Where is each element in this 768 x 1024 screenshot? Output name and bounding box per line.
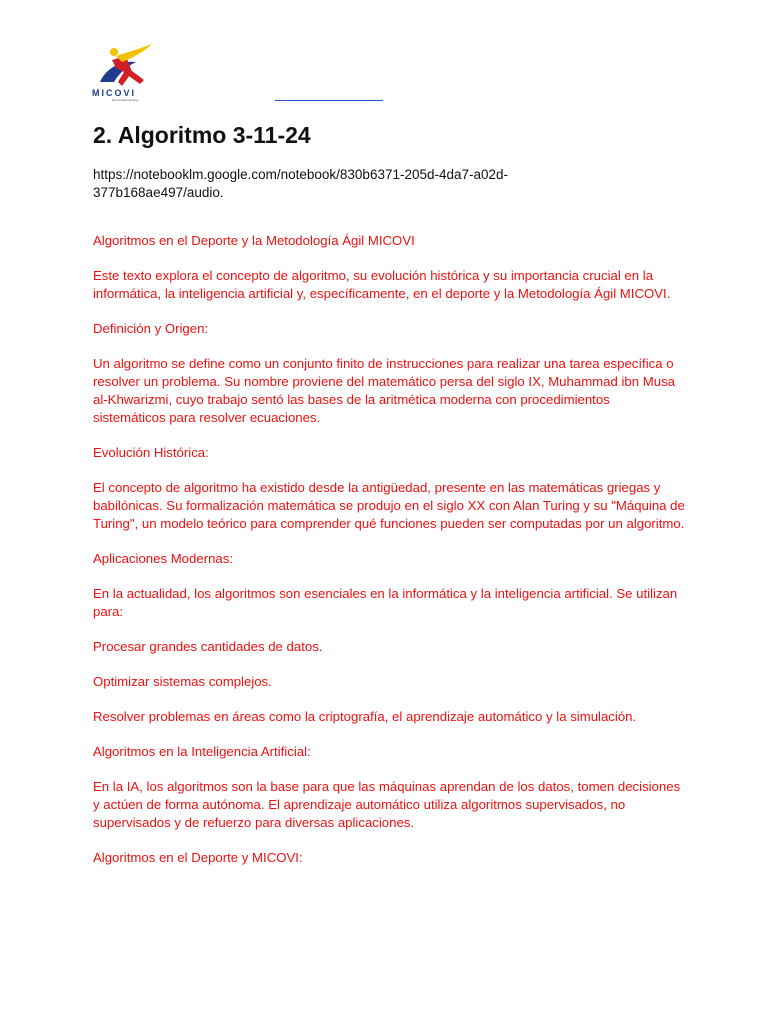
notebook-url: https://notebooklm.google.com/notebook/830b6371-205d-4da7-a02d-377b168ae497/audio. — [93, 167, 509, 200]
list-item: Procesar grandes cantidades de datos. — [93, 639, 323, 654]
list-item: Optimizar sistemas complejos. — [93, 674, 272, 689]
section-heading: Aplicaciones Modernas: — [93, 551, 234, 566]
paragraph: Este texto explora el concepto de algoritmo, su evolución histórica y su importancia crucial en la informática, la inteligencia artificial y, específicamente, en el deporte y la Metodología Ágil MICOVI. — [93, 268, 671, 301]
document-title: 2. Algoritmo 3-11-24 — [93, 122, 311, 148]
paragraph: En la IA, los algoritmos son la base para que las máquinas aprendan de los datos, tomen decisiones y actúen de forma autónoma. El aprendizaje automático utiliza algoritmos supervisados, no supervisados y de refuerzo para diversas aplicaciones. — [93, 779, 681, 830]
paragraph: En la actualidad, los algoritmos son esenciales en la informática y la inteligencia artificial. Se utilizan para: — [93, 586, 678, 619]
micovi-logo — [92, 42, 158, 104]
hyperlink-underline[interactable] — [275, 100, 383, 101]
section-heading: Algoritmos en la Inteligencia Artificial: — [93, 744, 311, 759]
logo-subtitle: Sports Methodology — [111, 98, 139, 102]
paragraph: El concepto de algoritmo ha existido desde la antigüedad, presente en las matemáticas griegas y babilónicas. Su formalización matemática se produjo en el siglo XX con Alan Turing y su "Máquina de Turing", un modelo teórico para comprender qué funciones pueden ser computadas por un algoritmo. — [93, 480, 685, 531]
athlete-logo-icon — [92, 42, 158, 88]
list-item: Resolver problemas en áreas como la criptografía, el aprendizaje automático y la simulación. — [93, 709, 637, 724]
paragraph: Un algoritmo se define como un conjunto finito de instrucciones para realizar una tarea específica o resolver un problema. Su nombre proviene del matemático persa del siglo IX, Muhammad ibn Musa al-Khwarizmi, cuyo trabajo sentó las bases de la aritmética moderna con procedimientos sistemáticos para resolver ecuaciones. — [93, 356, 676, 425]
section-heading: Evolución Histórica: — [93, 445, 209, 460]
section-heading: Definición y Origen: — [93, 321, 209, 336]
section-heading: Algoritmos en el Deporte y la Metodología Ágil MICOVI — [93, 233, 415, 248]
logo-text: MICOVI — [92, 88, 137, 98]
document-body — [93, 232, 685, 884]
section-heading: Algoritmos en el Deporte y MICOVI: — [93, 850, 303, 865]
